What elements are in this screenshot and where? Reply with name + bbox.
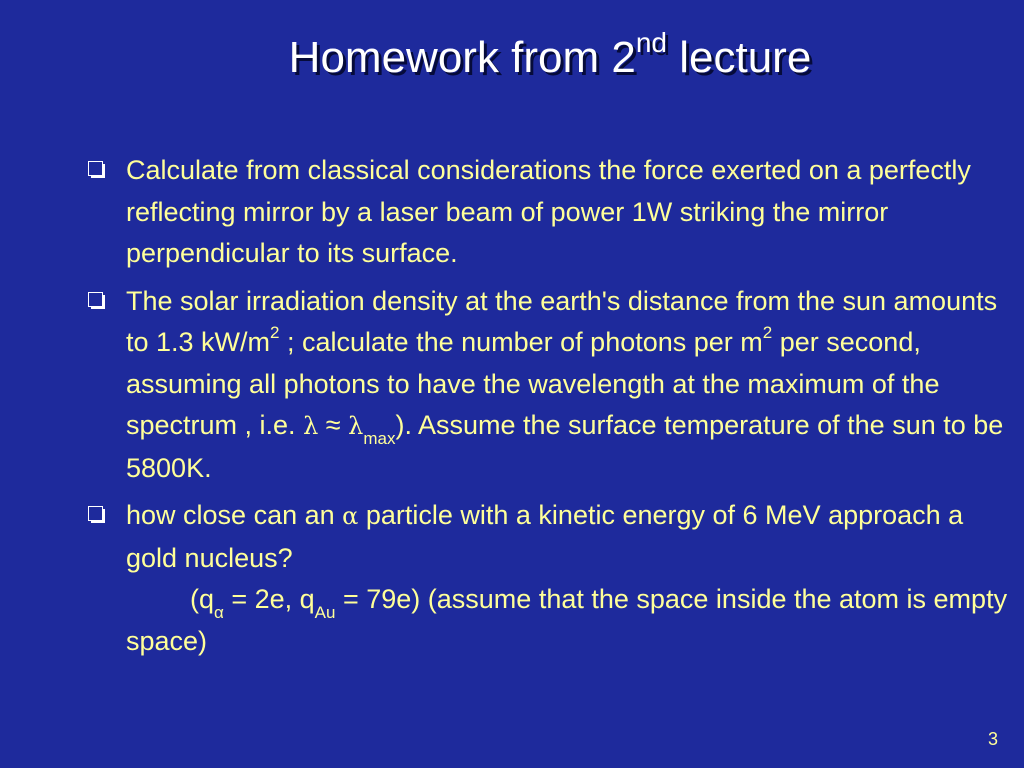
approx-symbol: ≈ [318, 410, 349, 440]
checkbox-bullet-icon [88, 506, 105, 523]
title-main: Homework from 2 [288, 33, 636, 82]
item-2-text-part3: per second, assuming all photons to have the wavelength at the maximum of the spectrum , i.e. [126, 327, 940, 440]
homework-list [88, 150, 1018, 668]
alpha-symbol: α [342, 502, 359, 530]
item-2-text-part1: The solar irradiation density at the earth's distance from the sun amounts to 1.3 kW/m [126, 285, 998, 357]
au-subscript: Au [314, 603, 336, 623]
item-2-text-part4: ). Assume the surface temperature of the sun to be 5800K. [126, 410, 1004, 483]
page-number: 3 [987, 729, 998, 749]
lambda-symbol: λ [303, 412, 319, 440]
homework-item-1 [88, 150, 1018, 275]
alpha-subscript: α [214, 603, 224, 623]
item-1-text: Calculate from classical considerations the force exerted on a perfectly reflecting mirror by a laser beam of power 1W striking the mirror perpendicular to its surface. [126, 155, 971, 268]
slide-title [0, 28, 1024, 88]
lambda-max-symbol: λ [348, 412, 364, 440]
checkbox-bullet-icon [88, 292, 105, 309]
charges-mid: = 2e, q [223, 584, 315, 614]
homework-item-2 [88, 281, 1018, 490]
item-2-text-part2: ; calculate the number of photons per m [279, 327, 763, 357]
checkbox-bullet-icon [88, 161, 105, 178]
item-2-sup2: 2 [762, 323, 773, 342]
homework-item-3 [88, 495, 1018, 662]
item-3-text-part1: how close can an [126, 500, 343, 530]
item-3-charges [126, 584, 1007, 656]
item-2-sup1: 2 [270, 323, 280, 342]
charges-end: = 79e) (assume that the space inside the atom is empty space) [126, 584, 1008, 656]
item-3-text-part2: particle with a kinetic energy of 6 MeV approach a gold nucleus? [126, 500, 964, 573]
max-subscript: max [363, 429, 396, 449]
title-end: lecture [667, 33, 812, 82]
title-superscript: nd [635, 27, 668, 59]
charges-q: (q [190, 584, 215, 614]
